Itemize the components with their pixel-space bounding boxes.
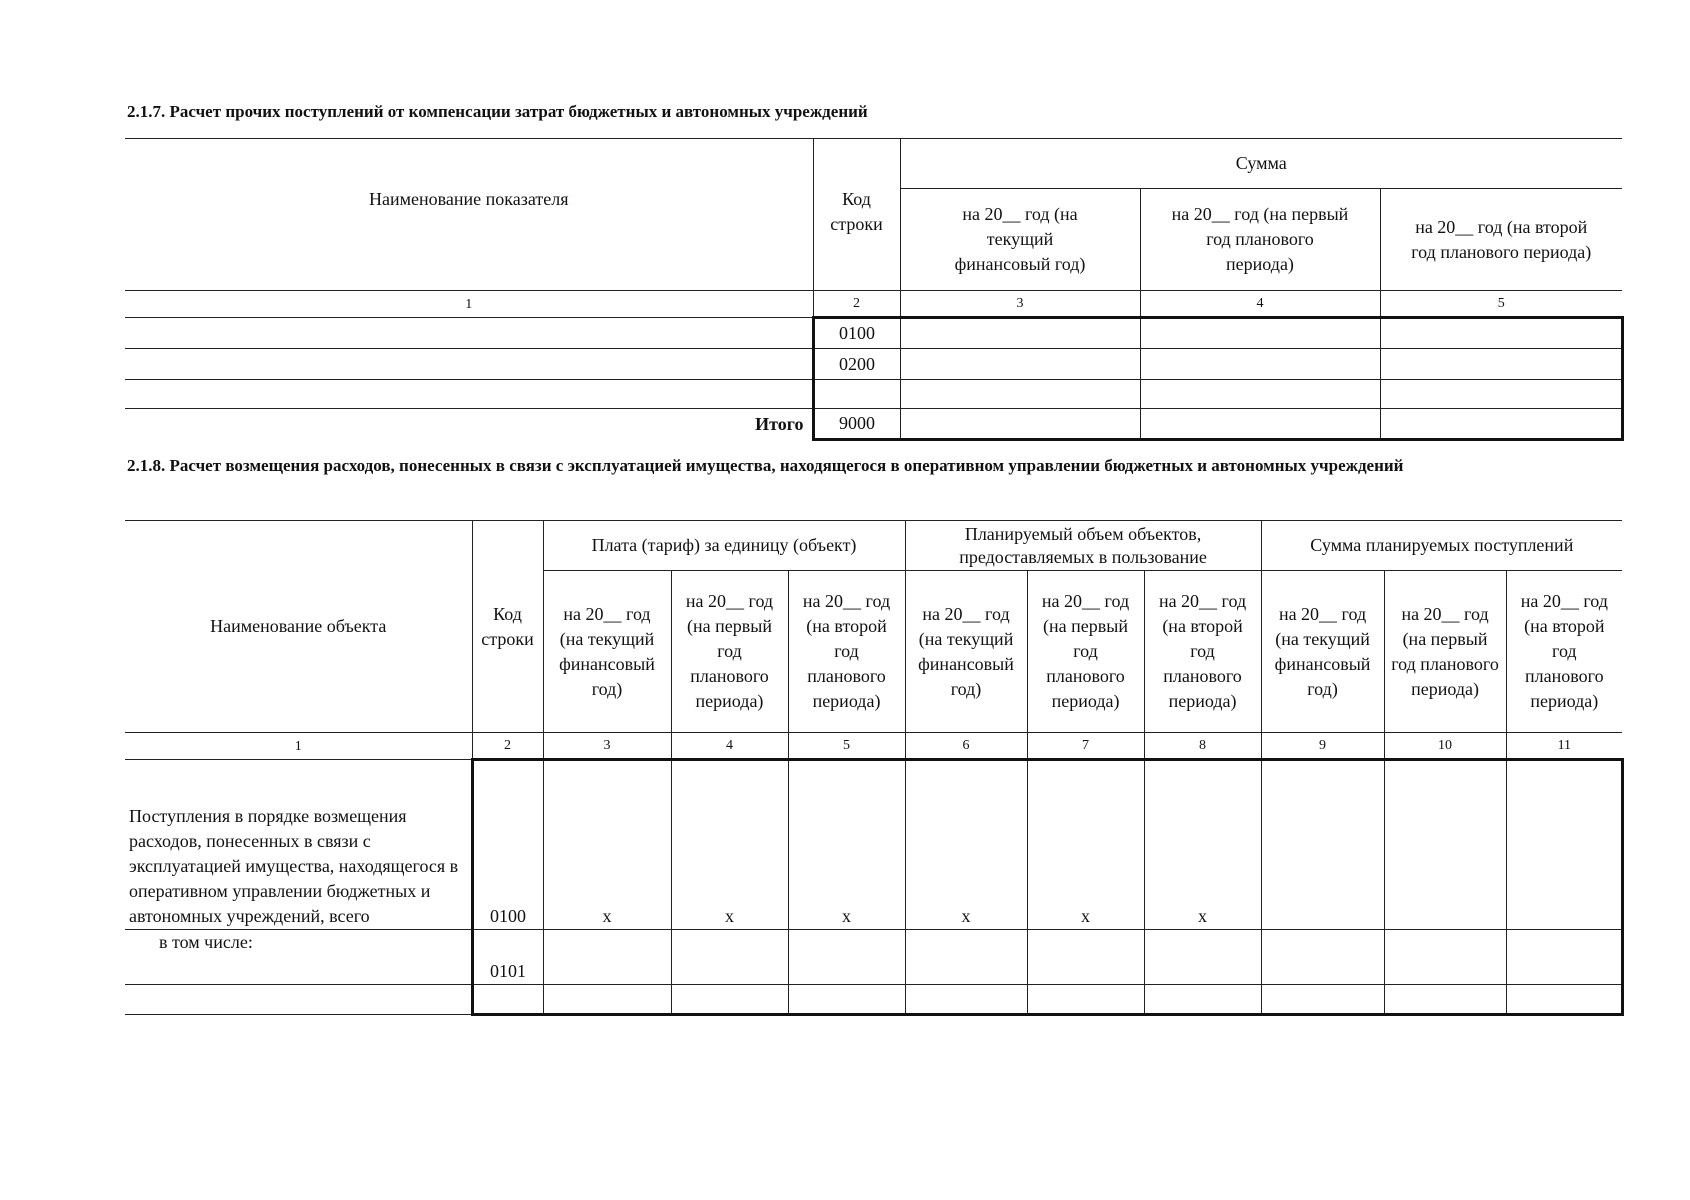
row-code <box>472 985 543 1015</box>
value-cell[interactable] <box>788 930 905 985</box>
col-number: 2 <box>813 291 900 318</box>
value-cell[interactable] <box>788 985 905 1015</box>
x-mark: x <box>543 760 671 930</box>
total-value-cell[interactable] <box>1140 409 1380 440</box>
x-mark: x <box>671 760 788 930</box>
value-cell[interactable] <box>1384 760 1506 930</box>
x-mark: x <box>1144 760 1261 930</box>
total-label: Итого <box>755 413 804 434</box>
value-cell[interactable] <box>1140 380 1380 409</box>
header-code: Код строки <box>813 139 900 291</box>
value-cell[interactable] <box>1384 930 1506 985</box>
header-object-name: Наименование объекта <box>125 521 472 733</box>
row-code: 0200 <box>813 349 900 380</box>
value-cell[interactable] <box>671 985 788 1015</box>
table-row <box>125 985 1622 1015</box>
value-cell[interactable] <box>1380 380 1622 409</box>
header-year-current: на 20__ год (на текущий финансовый год) <box>1261 571 1384 733</box>
col-number: 5 <box>1380 291 1622 318</box>
header-sum: Сумма <box>900 139 1622 189</box>
value-cell[interactable] <box>905 930 1027 985</box>
value-cell[interactable] <box>1506 930 1622 985</box>
value-cell[interactable] <box>1261 985 1384 1015</box>
col-number: 1 <box>125 733 472 760</box>
value-cell[interactable] <box>1261 930 1384 985</box>
value-cell[interactable] <box>900 318 1140 349</box>
col-number: 5 <box>788 733 905 760</box>
col-number: 4 <box>1140 291 1380 318</box>
table-row <box>125 380 1622 409</box>
header-year-current: на 20__ год (на текущий финансовый год) <box>900 189 1140 291</box>
value-cell[interactable] <box>1384 985 1506 1015</box>
value-cell[interactable] <box>1027 930 1144 985</box>
row-name[interactable] <box>125 318 813 349</box>
table-row <box>125 760 1622 930</box>
total-value-cell[interactable] <box>900 409 1140 440</box>
header-volume: Планируемый объем объектов, предоставляемых в пользование <box>905 521 1261 571</box>
header-year-second: на 20__ год (на второй год планового периода) <box>788 571 905 733</box>
col-number: 11 <box>1506 733 1622 760</box>
row-name[interactable] <box>125 985 472 1015</box>
col-number: 8 <box>1144 733 1261 760</box>
header-planned-sum: Сумма планируемых поступлений <box>1261 521 1622 571</box>
value-cell[interactable] <box>1140 349 1380 380</box>
row-name: в том числе: <box>125 930 472 985</box>
x-mark: x <box>905 760 1027 930</box>
compensation-costs-table <box>125 138 1624 441</box>
row-code: 0101 <box>472 930 543 985</box>
value-cell[interactable] <box>1506 760 1622 930</box>
value-cell[interactable] <box>900 349 1140 380</box>
header-year-first: на 20__ год (на первый год планового периода) <box>1027 571 1144 733</box>
total-value-cell[interactable] <box>1380 409 1622 440</box>
row-name[interactable] <box>125 349 813 380</box>
col-number: 4 <box>671 733 788 760</box>
col-number: 10 <box>1384 733 1506 760</box>
property-reimbursement-table <box>125 520 1624 1016</box>
row-name[interactable] <box>125 380 813 409</box>
x-mark: x <box>788 760 905 930</box>
total-row <box>125 409 1622 440</box>
header-year-first: на 20__ год (на первый год планового периода) <box>671 571 788 733</box>
table-row <box>125 318 1622 349</box>
value-cell[interactable] <box>1140 318 1380 349</box>
header-name: Наименование показателя <box>125 139 813 291</box>
row-code: 0100 <box>813 318 900 349</box>
value-cell[interactable] <box>543 930 671 985</box>
header-year-current: на 20__ год (на текущий финансовый год) <box>905 571 1027 733</box>
x-mark: x <box>1027 760 1144 930</box>
value-cell[interactable] <box>1380 318 1622 349</box>
section1-title: 2.1.7. Расчет прочих поступлений от компенсации затрат бюджетных и автономных учреждений <box>127 102 868 121</box>
header-tariff: Плата (тариф) за единицу (объект) <box>543 521 905 571</box>
value-cell[interactable] <box>543 985 671 1015</box>
row-code: 0100 <box>472 760 543 930</box>
value-cell[interactable] <box>1506 985 1622 1015</box>
col-number: 9 <box>1261 733 1384 760</box>
header-year-second: на 20__ год (на второй год планового периода) <box>1380 189 1622 291</box>
col-number: 1 <box>125 291 813 318</box>
value-cell[interactable] <box>1380 349 1622 380</box>
table-row <box>125 349 1622 380</box>
value-cell[interactable] <box>900 380 1140 409</box>
total-code: 9000 <box>813 409 900 440</box>
header-year-second: на 20__ год (на второй год планового периода) <box>1506 571 1622 733</box>
header-year-second: на 20__ год (на второй год планового периода) <box>1144 571 1261 733</box>
section2-title: 2.1.8. Расчет возмещения расходов, понесенных в связи с эксплуатацией имущества, находящегося в оперативном управлении бюджетных и автономных учреждений <box>127 456 1404 475</box>
header-year-first: на 20__ год (на первый год планового периода) <box>1384 571 1506 733</box>
col-number: 3 <box>543 733 671 760</box>
header-year-first: на 20__ год (на первый год планового периода) <box>1140 189 1380 291</box>
value-cell[interactable] <box>1144 985 1261 1015</box>
value-cell[interactable] <box>671 930 788 985</box>
header-year-current: на 20__ год (на текущий финансовый год) <box>543 571 671 733</box>
header-code: Код строки <box>472 521 543 733</box>
value-cell[interactable] <box>1144 930 1261 985</box>
value-cell[interactable] <box>1027 985 1144 1015</box>
value-cell[interactable] <box>905 985 1027 1015</box>
col-number: 7 <box>1027 733 1144 760</box>
row-name: Поступления в порядке возмещения расходов, понесенных в связи с эксплуатацией имущества, находящегося в оперативном управлении бюджетных и автономных учреждений, всего <box>125 760 472 930</box>
col-number: 6 <box>905 733 1027 760</box>
col-number: 2 <box>472 733 543 760</box>
table-row <box>125 930 1622 985</box>
row-code <box>813 380 900 409</box>
col-number: 3 <box>900 291 1140 318</box>
value-cell[interactable] <box>1261 760 1384 930</box>
